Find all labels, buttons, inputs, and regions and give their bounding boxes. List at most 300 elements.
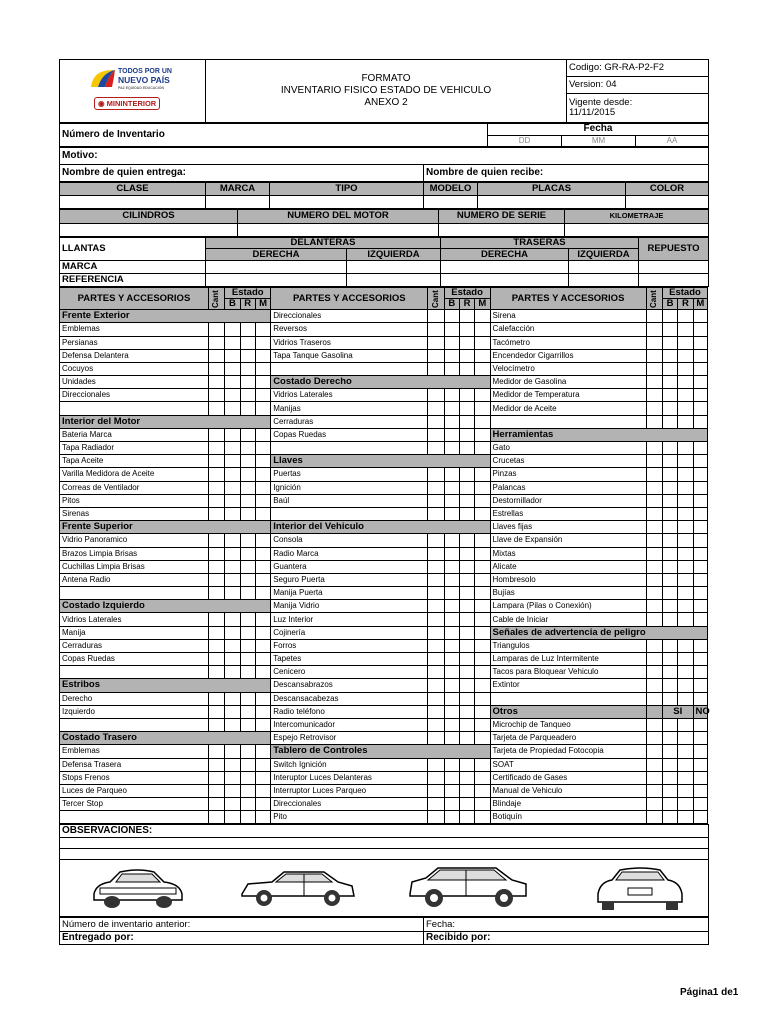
state-regular-cell[interactable] — [678, 442, 693, 455]
state-bad-cell[interactable] — [255, 389, 270, 402]
state-bad-cell[interactable] — [693, 323, 707, 336]
state-regular-cell[interactable] — [459, 587, 474, 600]
state-good-cell[interactable] — [444, 547, 459, 560]
state-bad-cell[interactable] — [255, 705, 270, 718]
state-bad-cell[interactable] — [255, 534, 270, 547]
state-bad-cell[interactable] — [475, 666, 490, 679]
quantity-cell[interactable] — [646, 455, 662, 468]
state-bad-cell[interactable] — [693, 784, 707, 797]
state-regular-cell[interactable] — [240, 362, 255, 375]
quantity-cell[interactable] — [428, 362, 444, 375]
day-field[interactable]: DD — [488, 135, 562, 147]
state-regular-cell[interactable] — [678, 521, 693, 534]
state-regular-cell[interactable] — [678, 692, 693, 705]
state-regular-cell[interactable] — [459, 547, 474, 560]
quantity-cell[interactable] — [646, 798, 662, 811]
quantity-cell[interactable] — [428, 666, 444, 679]
quantity-cell[interactable] — [208, 587, 224, 600]
state-regular-cell[interactable] — [240, 573, 255, 586]
state-bad-cell[interactable] — [475, 653, 490, 666]
state-good-cell[interactable] — [225, 376, 240, 389]
quantity-cell[interactable] — [428, 811, 444, 824]
state-regular-cell[interactable] — [459, 811, 474, 824]
state-good-cell[interactable] — [444, 389, 459, 402]
quantity-cell[interactable] — [428, 784, 444, 797]
state-bad-cell[interactable] — [255, 455, 270, 468]
state-bad-cell[interactable] — [693, 455, 707, 468]
state-good-cell[interactable] — [444, 587, 459, 600]
state-regular-cell[interactable] — [459, 415, 474, 428]
state-regular-cell[interactable] — [240, 376, 255, 389]
state-good-cell[interactable] — [444, 573, 459, 586]
quantity-cell[interactable] — [428, 442, 444, 455]
state-good-cell[interactable] — [662, 323, 677, 336]
state-bad-cell[interactable] — [475, 402, 490, 415]
state-regular-cell[interactable] — [678, 771, 693, 784]
state-good-cell[interactable] — [662, 745, 677, 758]
state-bad-cell[interactable] — [693, 415, 707, 428]
bottom-date-field[interactable]: Fecha: — [424, 918, 709, 931]
state-regular-cell[interactable] — [459, 468, 474, 481]
state-bad-cell[interactable] — [475, 798, 490, 811]
state-bad-cell[interactable] — [475, 811, 490, 824]
state-regular-cell[interactable] — [240, 428, 255, 441]
quantity-cell[interactable] — [646, 811, 662, 824]
state-good-cell[interactable] — [444, 718, 459, 731]
quantity-cell[interactable] — [646, 481, 662, 494]
quantity-cell[interactable] — [646, 758, 662, 771]
observations-line[interactable] — [60, 838, 709, 849]
quantity-cell[interactable] — [428, 600, 444, 613]
state-regular-cell[interactable] — [678, 798, 693, 811]
quantity-cell[interactable] — [646, 521, 662, 534]
state-good-cell[interactable] — [444, 481, 459, 494]
quantity-cell[interactable] — [428, 481, 444, 494]
state-good-cell[interactable] — [662, 784, 677, 797]
state-good-cell[interactable] — [444, 666, 459, 679]
state-good-cell[interactable] — [662, 349, 677, 362]
state-regular-cell[interactable] — [240, 389, 255, 402]
quantity-cell[interactable] — [646, 666, 662, 679]
quantity-cell[interactable] — [208, 389, 224, 402]
state-bad-cell[interactable] — [475, 336, 490, 349]
state-good-cell[interactable] — [662, 442, 677, 455]
state-good-cell[interactable] — [444, 428, 459, 441]
state-bad-cell[interactable] — [693, 613, 707, 626]
state-bad-cell[interactable] — [693, 639, 707, 652]
state-bad-cell[interactable] — [475, 349, 490, 362]
state-regular-cell[interactable] — [459, 692, 474, 705]
state-good-cell[interactable] — [225, 349, 240, 362]
state-bad-cell[interactable] — [693, 666, 707, 679]
state-bad-cell[interactable] — [693, 771, 707, 784]
quantity-cell[interactable] — [428, 507, 444, 520]
state-good-cell[interactable] — [225, 718, 240, 731]
quantity-cell[interactable] — [208, 758, 224, 771]
quantity-cell[interactable] — [208, 718, 224, 731]
state-bad-cell[interactable] — [255, 494, 270, 507]
state-regular-cell[interactable] — [678, 376, 693, 389]
state-regular-cell[interactable] — [240, 534, 255, 547]
state-good-cell[interactable] — [444, 613, 459, 626]
state-bad-cell[interactable] — [475, 718, 490, 731]
state-bad-cell[interactable] — [693, 600, 707, 613]
state-regular-cell[interactable] — [459, 349, 474, 362]
quantity-cell[interactable] — [646, 587, 662, 600]
state-good-cell[interactable] — [225, 481, 240, 494]
state-regular-cell[interactable] — [240, 666, 255, 679]
state-good-cell[interactable] — [444, 798, 459, 811]
state-good-cell[interactable] — [444, 600, 459, 613]
state-good-cell[interactable] — [662, 402, 677, 415]
state-regular-cell[interactable] — [678, 679, 693, 692]
state-regular-cell[interactable] — [240, 442, 255, 455]
quantity-cell[interactable] — [646, 560, 662, 573]
state-good-cell[interactable] — [662, 692, 677, 705]
state-bad-cell[interactable] — [475, 442, 490, 455]
state-bad-cell[interactable] — [693, 560, 707, 573]
state-good-cell[interactable] — [662, 389, 677, 402]
state-bad-cell[interactable] — [255, 323, 270, 336]
quantity-cell[interactable] — [208, 402, 224, 415]
state-regular-cell[interactable] — [459, 389, 474, 402]
quantity-cell[interactable] — [428, 573, 444, 586]
state-bad-cell[interactable] — [255, 481, 270, 494]
state-good-cell[interactable] — [225, 336, 240, 349]
state-regular-cell[interactable] — [240, 481, 255, 494]
state-regular-cell[interactable] — [678, 718, 693, 731]
state-bad-cell[interactable] — [255, 666, 270, 679]
state-bad-cell[interactable] — [475, 547, 490, 560]
state-bad-cell[interactable] — [255, 442, 270, 455]
state-regular-cell[interactable] — [459, 310, 474, 323]
quantity-cell[interactable] — [428, 547, 444, 560]
state-bad-cell[interactable] — [255, 784, 270, 797]
quantity-cell[interactable] — [428, 613, 444, 626]
state-bad-cell[interactable] — [475, 507, 490, 520]
quantity-cell[interactable] — [208, 534, 224, 547]
state-good-cell[interactable] — [662, 521, 677, 534]
state-good-cell[interactable] — [225, 745, 240, 758]
state-bad-cell[interactable] — [693, 547, 707, 560]
quantity-cell[interactable] — [428, 310, 444, 323]
state-regular-cell[interactable] — [459, 639, 474, 652]
state-bad-cell[interactable] — [693, 534, 707, 547]
quantity-cell[interactable] — [646, 732, 662, 745]
state-bad-cell[interactable] — [255, 468, 270, 481]
state-bad-cell[interactable] — [693, 798, 707, 811]
state-regular-cell[interactable] — [459, 362, 474, 375]
state-good-cell[interactable] — [444, 784, 459, 797]
state-regular-cell[interactable] — [678, 666, 693, 679]
state-regular-cell[interactable] — [240, 626, 255, 639]
state-bad-cell[interactable] — [475, 468, 490, 481]
quantity-cell[interactable] — [646, 323, 662, 336]
state-regular-cell[interactable] — [459, 336, 474, 349]
quantity-cell[interactable] — [208, 336, 224, 349]
state-good-cell[interactable] — [662, 573, 677, 586]
state-regular-cell[interactable] — [240, 771, 255, 784]
state-regular-cell[interactable] — [240, 468, 255, 481]
state-regular-cell[interactable] — [240, 705, 255, 718]
state-regular-cell[interactable] — [240, 402, 255, 415]
state-good-cell[interactable] — [444, 626, 459, 639]
state-regular-cell[interactable] — [678, 415, 693, 428]
state-good-cell[interactable] — [444, 402, 459, 415]
state-bad-cell[interactable] — [475, 389, 490, 402]
quantity-cell[interactable] — [428, 402, 444, 415]
state-bad-cell[interactable] — [255, 507, 270, 520]
state-bad-cell[interactable] — [475, 758, 490, 771]
state-bad-cell[interactable] — [475, 626, 490, 639]
state-bad-cell[interactable] — [255, 349, 270, 362]
state-good-cell[interactable] — [444, 494, 459, 507]
state-regular-cell[interactable] — [678, 507, 693, 520]
state-good-cell[interactable] — [444, 349, 459, 362]
state-good-cell[interactable] — [444, 507, 459, 520]
state-bad-cell[interactable] — [475, 310, 490, 323]
giver-name-field[interactable]: Nombre de quien entrega: — [60, 165, 424, 182]
state-regular-cell[interactable] — [678, 362, 693, 375]
quantity-cell[interactable] — [646, 494, 662, 507]
received-by-field[interactable]: Recibido por: — [424, 931, 709, 944]
engine-value-row[interactable] — [60, 223, 709, 236]
state-good-cell[interactable] — [225, 402, 240, 415]
state-bad-cell[interactable] — [693, 732, 707, 745]
quantity-cell[interactable] — [208, 573, 224, 586]
state-bad-cell[interactable] — [475, 323, 490, 336]
state-bad-cell[interactable] — [255, 547, 270, 560]
state-bad-cell[interactable] — [475, 428, 490, 441]
state-good-cell[interactable] — [444, 771, 459, 784]
state-bad-cell[interactable] — [255, 771, 270, 784]
state-bad-cell[interactable] — [693, 481, 707, 494]
state-regular-cell[interactable] — [240, 455, 255, 468]
state-good-cell[interactable] — [444, 415, 459, 428]
state-regular-cell[interactable] — [678, 323, 693, 336]
quantity-cell[interactable] — [208, 362, 224, 375]
state-good-cell[interactable] — [444, 811, 459, 824]
state-bad-cell[interactable] — [693, 376, 707, 389]
state-regular-cell[interactable] — [678, 732, 693, 745]
quantity-cell[interactable] — [428, 798, 444, 811]
motive-field[interactable]: Motivo: — [60, 148, 709, 165]
quantity-cell[interactable] — [428, 771, 444, 784]
state-regular-cell[interactable] — [678, 310, 693, 323]
state-bad-cell[interactable] — [693, 494, 707, 507]
state-regular-cell[interactable] — [678, 481, 693, 494]
state-good-cell[interactable] — [662, 666, 677, 679]
quantity-cell[interactable] — [646, 442, 662, 455]
state-regular-cell[interactable] — [459, 323, 474, 336]
quantity-cell[interactable] — [646, 692, 662, 705]
quantity-cell[interactable] — [428, 692, 444, 705]
state-regular-cell[interactable] — [678, 468, 693, 481]
quantity-cell[interactable] — [646, 784, 662, 797]
quantity-cell[interactable] — [646, 534, 662, 547]
quantity-cell[interactable] — [208, 455, 224, 468]
state-regular-cell[interactable] — [459, 758, 474, 771]
state-regular-cell[interactable] — [459, 507, 474, 520]
state-regular-cell[interactable] — [678, 653, 693, 666]
state-regular-cell[interactable] — [459, 600, 474, 613]
state-bad-cell[interactable] — [475, 639, 490, 652]
quantity-cell[interactable] — [208, 705, 224, 718]
state-bad-cell[interactable] — [693, 349, 707, 362]
state-regular-cell[interactable] — [459, 494, 474, 507]
state-good-cell[interactable] — [662, 718, 677, 731]
state-bad-cell[interactable] — [255, 798, 270, 811]
state-regular-cell[interactable] — [459, 613, 474, 626]
state-good-cell[interactable] — [662, 468, 677, 481]
state-regular-cell[interactable] — [240, 798, 255, 811]
quantity-cell[interactable] — [646, 376, 662, 389]
quantity-cell[interactable] — [646, 745, 662, 758]
state-bad-cell[interactable] — [693, 468, 707, 481]
state-good-cell[interactable] — [225, 389, 240, 402]
state-bad-cell[interactable] — [475, 784, 490, 797]
state-good-cell[interactable] — [225, 455, 240, 468]
quantity-cell[interactable] — [208, 481, 224, 494]
state-regular-cell[interactable] — [240, 718, 255, 731]
state-good-cell[interactable] — [225, 507, 240, 520]
quantity-cell[interactable] — [428, 494, 444, 507]
state-regular-cell[interactable] — [459, 771, 474, 784]
state-regular-cell[interactable] — [459, 402, 474, 415]
state-bad-cell[interactable] — [693, 692, 707, 705]
state-good-cell[interactable] — [444, 653, 459, 666]
state-good-cell[interactable] — [225, 468, 240, 481]
state-regular-cell[interactable] — [678, 613, 693, 626]
quantity-cell[interactable] — [646, 402, 662, 415]
state-regular-cell[interactable] — [678, 600, 693, 613]
observations-line[interactable] — [60, 849, 709, 860]
state-regular-cell[interactable] — [240, 494, 255, 507]
quantity-cell[interactable] — [646, 771, 662, 784]
state-good-cell[interactable] — [662, 415, 677, 428]
quantity-cell[interactable] — [208, 639, 224, 652]
state-good-cell[interactable] — [444, 732, 459, 745]
state-regular-cell[interactable] — [240, 692, 255, 705]
quantity-cell[interactable] — [208, 323, 224, 336]
quantity-cell[interactable] — [208, 376, 224, 389]
state-good-cell[interactable] — [225, 587, 240, 600]
state-bad-cell[interactable] — [255, 560, 270, 573]
quantity-cell[interactable] — [428, 626, 444, 639]
quantity-cell[interactable] — [208, 784, 224, 797]
quantity-cell[interactable] — [208, 626, 224, 639]
state-bad-cell[interactable] — [475, 560, 490, 573]
state-good-cell[interactable] — [225, 534, 240, 547]
delivered-by-field[interactable]: Entregado por: — [60, 931, 424, 944]
state-bad-cell[interactable] — [693, 718, 707, 731]
quantity-cell[interactable] — [646, 349, 662, 362]
state-good-cell[interactable] — [444, 758, 459, 771]
state-bad-cell[interactable] — [693, 679, 707, 692]
quantity-cell[interactable] — [208, 811, 224, 824]
quantity-cell[interactable] — [646, 600, 662, 613]
state-regular-cell[interactable] — [678, 389, 693, 402]
state-regular-cell[interactable] — [678, 494, 693, 507]
state-good-cell[interactable] — [662, 310, 677, 323]
state-good-cell[interactable] — [662, 481, 677, 494]
state-good-cell[interactable] — [444, 679, 459, 692]
quantity-cell[interactable] — [646, 415, 662, 428]
state-good-cell[interactable] — [444, 692, 459, 705]
state-bad-cell[interactable] — [693, 336, 707, 349]
year-field[interactable]: AA — [636, 135, 709, 147]
state-good-cell[interactable] — [444, 639, 459, 652]
state-bad-cell[interactable] — [255, 639, 270, 652]
quantity-cell[interactable] — [646, 362, 662, 375]
state-good-cell[interactable] — [662, 362, 677, 375]
state-regular-cell[interactable] — [678, 811, 693, 824]
quantity-cell[interactable] — [428, 415, 444, 428]
state-bad-cell[interactable] — [475, 771, 490, 784]
state-bad-cell[interactable] — [693, 745, 707, 758]
quantity-cell[interactable] — [208, 547, 224, 560]
state-good-cell[interactable] — [662, 336, 677, 349]
state-bad-cell[interactable] — [255, 745, 270, 758]
quantity-cell[interactable] — [646, 639, 662, 652]
state-regular-cell[interactable] — [240, 758, 255, 771]
state-regular-cell[interactable] — [459, 784, 474, 797]
state-good-cell[interactable] — [662, 534, 677, 547]
state-regular-cell[interactable] — [240, 639, 255, 652]
state-bad-cell[interactable] — [475, 705, 490, 718]
vehicle-value-row[interactable] — [60, 196, 709, 209]
state-regular-cell[interactable] — [240, 784, 255, 797]
state-regular-cell[interactable] — [240, 547, 255, 560]
state-regular-cell[interactable] — [459, 428, 474, 441]
state-good-cell[interactable] — [225, 626, 240, 639]
quantity-cell[interactable] — [208, 798, 224, 811]
state-bad-cell[interactable] — [693, 442, 707, 455]
state-regular-cell[interactable] — [240, 349, 255, 362]
state-good-cell[interactable] — [662, 679, 677, 692]
state-regular-cell[interactable] — [678, 534, 693, 547]
state-good-cell[interactable] — [444, 362, 459, 375]
quantity-cell[interactable] — [646, 718, 662, 731]
state-regular-cell[interactable] — [459, 679, 474, 692]
quantity-cell[interactable] — [646, 507, 662, 520]
quantity-cell[interactable] — [208, 507, 224, 520]
quantity-cell[interactable] — [428, 718, 444, 731]
state-bad-cell[interactable] — [475, 732, 490, 745]
quantity-cell[interactable] — [428, 639, 444, 652]
state-good-cell[interactable] — [225, 653, 240, 666]
state-good-cell[interactable] — [225, 442, 240, 455]
quantity-cell[interactable] — [208, 468, 224, 481]
state-bad-cell[interactable] — [475, 481, 490, 494]
state-bad-cell[interactable] — [475, 415, 490, 428]
state-good-cell[interactable] — [225, 692, 240, 705]
state-regular-cell[interactable] — [240, 507, 255, 520]
state-bad-cell[interactable] — [255, 613, 270, 626]
state-good-cell[interactable] — [225, 547, 240, 560]
state-bad-cell[interactable] — [255, 402, 270, 415]
state-regular-cell[interactable] — [678, 455, 693, 468]
state-bad-cell[interactable] — [475, 692, 490, 705]
state-good-cell[interactable] — [225, 428, 240, 441]
state-bad-cell[interactable] — [693, 310, 707, 323]
state-good-cell[interactable] — [444, 336, 459, 349]
state-bad-cell[interactable] — [255, 811, 270, 824]
state-regular-cell[interactable] — [678, 745, 693, 758]
state-good-cell[interactable] — [662, 653, 677, 666]
state-regular-cell[interactable] — [240, 323, 255, 336]
state-regular-cell[interactable] — [240, 745, 255, 758]
